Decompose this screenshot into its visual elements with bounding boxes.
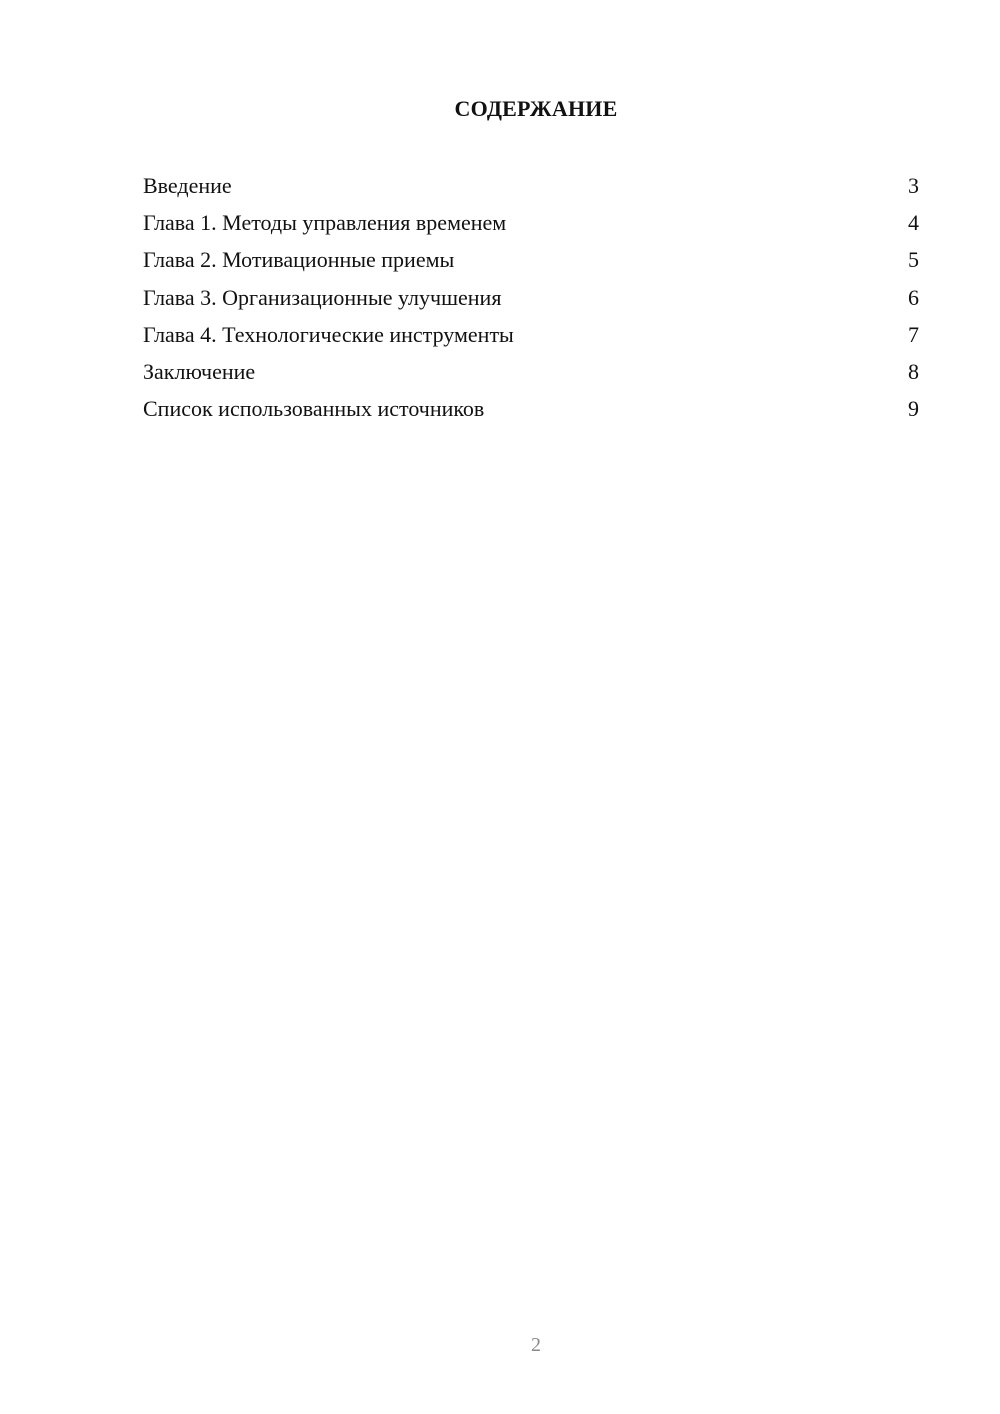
toc-entry-label: Глава 2. Мотивационные приемы <box>143 247 455 273</box>
toc-entry-label: Заключение <box>143 358 256 384</box>
toc-entry-page: 9 <box>908 396 919 422</box>
toc-entry-page: 3 <box>908 173 919 198</box>
toc-entry-label: Глава 3. Организационные улучшения <box>143 284 502 310</box>
toc-entry <box>143 241 919 278</box>
toc-entry <box>143 390 919 427</box>
table-of-contents <box>143 167 919 427</box>
toc-entry-label: Список использованных источников <box>143 396 485 422</box>
toc-entry-page: 7 <box>908 321 919 347</box>
toc-entry-label: Глава 1. Методы управления временем <box>143 210 507 236</box>
toc-entry <box>143 204 919 241</box>
toc-entry <box>143 316 919 353</box>
toc-entry <box>143 279 919 316</box>
toc-entry-page: 5 <box>908 247 919 273</box>
page-number: 2 <box>531 1334 541 1356</box>
toc-entry-page: 6 <box>908 284 919 310</box>
toc-entry-page: 4 <box>908 210 919 236</box>
page-title: СОДЕРЖАНИЕ <box>454 96 618 121</box>
toc-entry-page: 8 <box>908 358 919 384</box>
toc-entry-label: Введение <box>143 173 232 198</box>
toc-entry-label: Глава 4. Технологические инструменты <box>143 321 514 347</box>
toc-entry <box>143 353 919 390</box>
toc-entry <box>143 167 919 204</box>
